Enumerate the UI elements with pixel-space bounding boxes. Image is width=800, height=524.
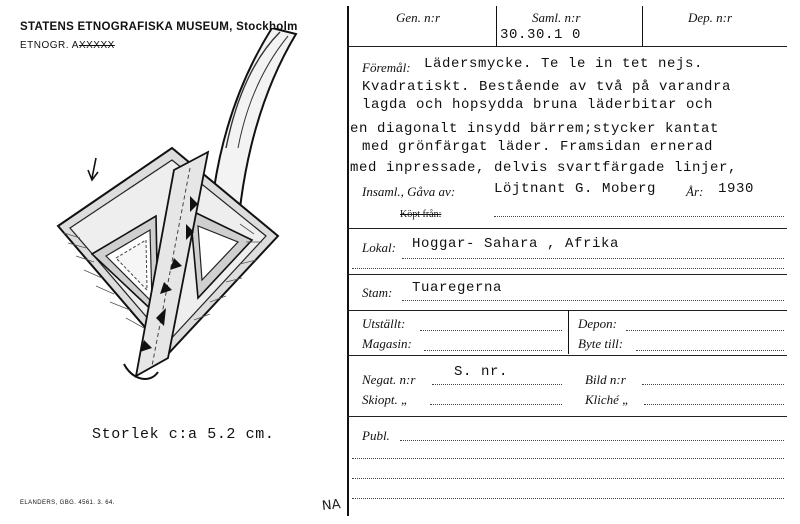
foremal-line-2: Kvadratiskt. Bestående av två på varandra	[362, 79, 732, 95]
etnogr-label: ETNOGR. A	[20, 40, 79, 51]
magasin-label: Magasin:	[362, 336, 412, 351]
etnogr-struck: XXXXX	[78, 40, 115, 51]
utstallt-divider	[568, 310, 569, 354]
publ-label: Publ.	[362, 428, 390, 443]
header-divider-1	[496, 6, 497, 46]
lokal-line-2	[352, 268, 784, 269]
dep-label: Dep. n:r	[688, 10, 733, 25]
foremal-line-3: lagda och hopsydda bruna läderbitar och	[362, 97, 714, 113]
header-divider-2	[642, 6, 643, 46]
kliche-line	[644, 404, 784, 405]
publ-line-1	[400, 440, 784, 441]
ar-label: År:	[686, 184, 704, 199]
bild-line	[642, 384, 784, 385]
foremal-line-4: en diagonalt insydd bärrem;stycker kantat	[350, 121, 720, 137]
publ-line-3	[352, 478, 784, 479]
bild-label: Bild n:r	[585, 372, 626, 387]
magasin-line	[424, 350, 562, 351]
saml-value: 30.30.1 0	[500, 27, 582, 43]
byte-line	[636, 350, 784, 351]
utstallt-label: Utställt:	[362, 316, 406, 331]
kopt-label: Köpt från:	[400, 209, 442, 220]
size-note: Storlek c:a 5.2 cm.	[92, 426, 275, 443]
foremal-label: Föremål:	[362, 60, 411, 75]
negat-label: Negat. n:r	[362, 372, 416, 387]
negat-line	[432, 384, 562, 385]
lokal-value: Hoggar- Sahara , Afrika	[412, 236, 620, 252]
kopt-line	[494, 216, 784, 217]
depon-label: Depon:	[578, 316, 617, 331]
lokal-rule	[347, 274, 787, 275]
stam-value: Tuaregerna	[412, 280, 503, 296]
saml-label: Saml. n:r	[532, 10, 581, 25]
insaml-rule	[347, 228, 787, 229]
skiopt-line	[430, 404, 562, 405]
negat-rule	[347, 416, 787, 417]
negat-value: S. nr.	[454, 364, 509, 380]
ornament-illustration	[40, 28, 320, 398]
foremal-line-5: med grönfärgat läder. Framsidan ernerad	[362, 139, 714, 155]
depon-line	[626, 330, 784, 331]
kliche-label: Kliché „	[585, 392, 630, 407]
utstallt-rule	[347, 355, 787, 356]
gen-label: Gen. n:r	[396, 10, 441, 25]
printer-info: ELANDERS, GBG. 4561. 3. 64.	[20, 500, 115, 506]
stam-line	[402, 300, 784, 301]
handwritten-mark: NA	[321, 497, 342, 514]
card-left-border	[347, 6, 349, 516]
skiopt-label: Skiopt. „	[362, 392, 409, 407]
lokal-line-1	[402, 258, 784, 259]
ar-value: 1930	[718, 181, 755, 197]
utstallt-line	[420, 330, 562, 331]
lokal-label: Lokal:	[362, 240, 396, 255]
museum-city: Stockholm	[236, 21, 298, 33]
foremal-line-6: med inpressade, delvis svartfärgade linjer,	[350, 160, 738, 176]
byte-label: Byte till:	[578, 336, 624, 351]
publ-line-4	[352, 498, 784, 499]
foremal-line-1: Lädersmycke. Te le in tet nejs.	[424, 56, 704, 72]
publ-line-2	[352, 458, 784, 459]
header-rule	[347, 46, 787, 47]
insaml-value: Löjtnant G. Moberg	[494, 181, 657, 197]
stam-label: Stam:	[362, 285, 393, 300]
insaml-label: Insaml., Gåva av:	[362, 184, 456, 199]
stam-rule	[347, 310, 787, 311]
museum-name-text: STATENS ETNOGRAFISKA MUSEUM,	[20, 21, 233, 33]
